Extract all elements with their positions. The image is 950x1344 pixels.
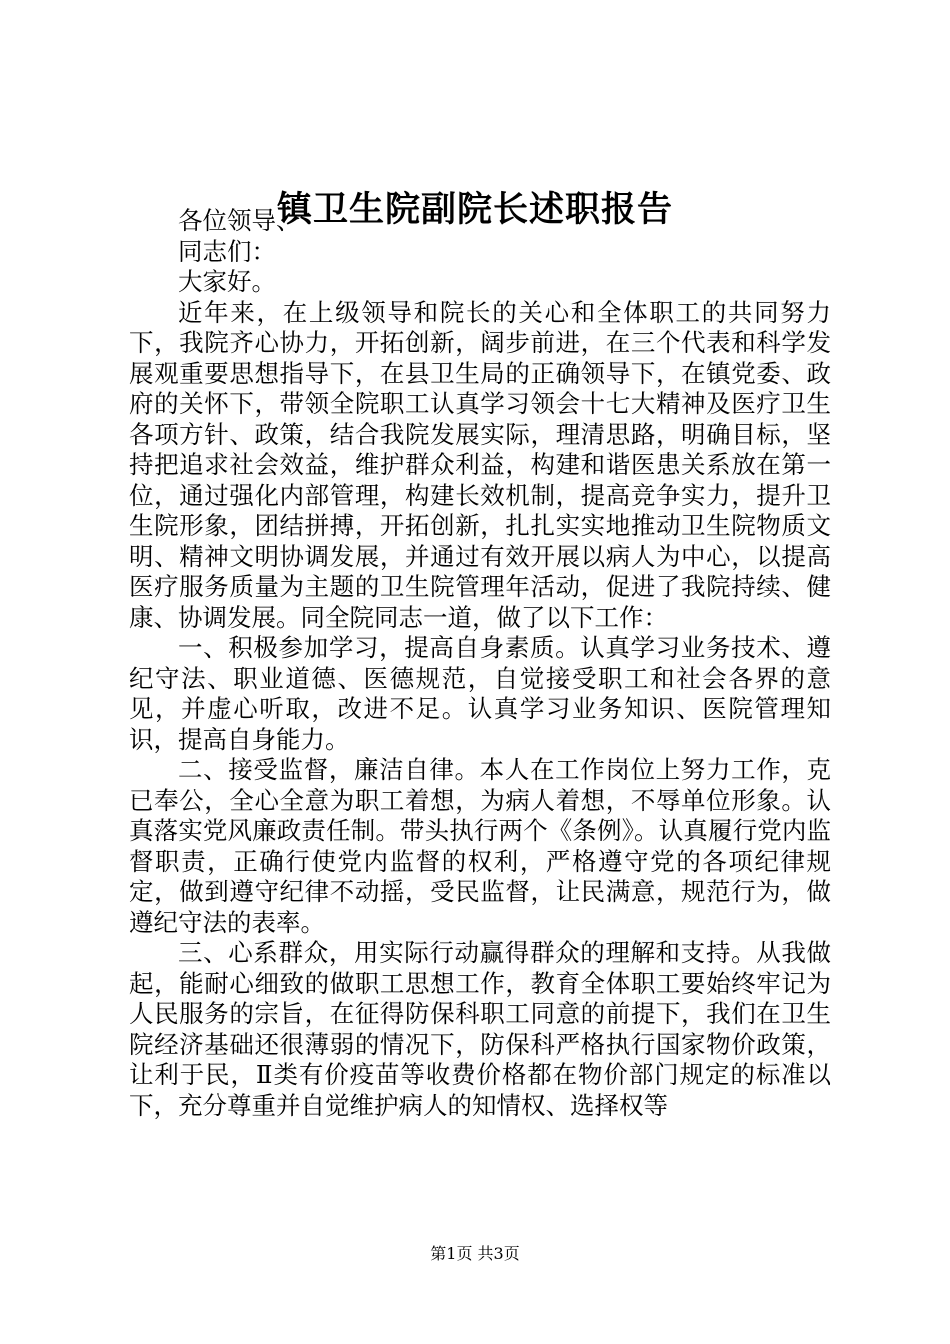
body-paragraph: 三、心系群众，用实际行动赢得群众的理解和支持。从我做起，能耐心细致的做职工思想工作，教育全体职工要始终牢记为人民服务的宗旨，在征得防保科职工同意的前提下，我们在卫生院经济基础还很薄弱的情况下，防保科严格执行国家物价政策，让利于民，Ⅱ类有价疫苗等收费价格都在物价部门规定的标准以下，充分尊重并自觉维护病人的知情权、选择权等 — [129, 938, 831, 1120]
document-body — [129, 206, 831, 1121]
greeting-line: 同志们： — [178, 236, 276, 266]
body-paragraph: 二、接受监督，廉洁自律。本人在工作岗位上努力工作，克已奉公，全心全意为职工着想，为病人着想，不辱单位形象。认真落实党风廉政责任制。带头执行两个《条例》。认真履行党内监督职责，正确行使党内监督的权利，严格遵守党的各项纪律规定，做到遵守纪律不动摇，受民监督，让民满意，规范行为，做遵纪守法的表率。 — [129, 755, 831, 937]
page-number-footer: 第1页 共3页 — [430, 1244, 520, 1263]
body-paragraph: 一、积极参加学习，提高自身素质。认真学习业务技术、遵纪守法、职业道德、医德规范，自觉接受职工和社会各界的意见，并虚心听取，改进不足。认真学习业务知识、医院管理知识，提高自身能力。 — [129, 633, 831, 754]
greeting-line: 大家好。 — [178, 267, 276, 296]
body-paragraph: 近年来，在上级领导和院长的关心和全体职工的共同努力下，我院齐心协力，开拓创新，阔步前进，在三个代表和科学发展观重要思想指导下，在县卫生局的正确领导下，在镇党委、政府的关怀下，带领全院职工认真学习领会十七大精神及医疗卫生各项方针、政策，结合我院发展实际，理清思路，明确目标，坚持把追求社会效益，维护群众利益，构建和谐医患关系放在第一位，通过强化内部管理，构建长效机制，提高竞争实力，提升卫生院形象，团结拼搏，开拓创新，扎扎实实地推动卫生院物质文明、精神文明协调发展，并通过有效开展以病人为中心，以提高医疗服务质量为主题的卫生院管理年活动，促进了我院持续、健康、协调发展。同全院同志一道，做了以下工作： — [129, 297, 831, 632]
greeting-line: 各位领导、 — [178, 206, 301, 235]
document-title: 镇卫生院副院长述职报告 — [276, 189, 673, 230]
